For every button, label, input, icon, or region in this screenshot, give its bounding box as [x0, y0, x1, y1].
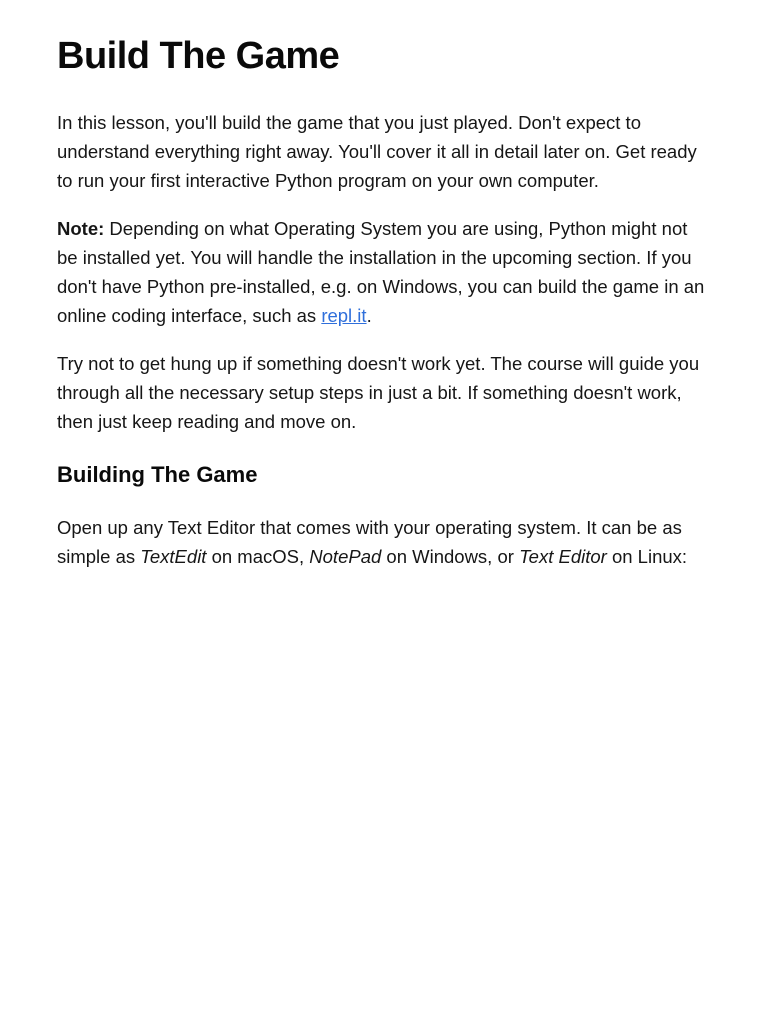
text-editor-name: Text Editor	[519, 546, 607, 567]
editor-text-3: on Windows, or	[381, 546, 520, 567]
page-title: Build The Game	[57, 35, 340, 77]
note-text: Depending on what Operating System you are using, Python might not be installed yet. You will handle the installation in the upcoming section. If you don't have Python pre-installed, e.g. on Windows, you can build the game in an online coding interface, such as	[57, 218, 705, 326]
editor-text-4: on Linux:	[606, 546, 688, 567]
replit-link[interactable]: repl.it	[321, 305, 367, 326]
textedit-name: TextEdit	[140, 546, 207, 567]
editor-text-2: on macOS,	[206, 546, 310, 567]
note-label: Note:	[57, 218, 105, 239]
section-heading: Building The Game	[57, 462, 258, 487]
encouragement-paragraph: Try not to get hung up if something doesn't work yet. The course will guide you through all the necessary setup steps in just a bit. If something doesn't work, then just keep reading and move on.	[57, 353, 700, 432]
note-text-end: .	[366, 305, 372, 326]
notepad-name: NotePad	[309, 546, 382, 567]
intro-paragraph: In this lesson, you'll build the game that you just played. Don't expect to understand everything right away. You'll cover it all in detail later on. Get ready to run your first interactive Python program on your own computer.	[57, 112, 697, 191]
editor-paragraph	[57, 513, 711, 571]
note-paragraph	[57, 214, 711, 330]
editor-text-1: Open up any Text Editor that comes with your operating system. It can be as simple as	[57, 517, 682, 567]
